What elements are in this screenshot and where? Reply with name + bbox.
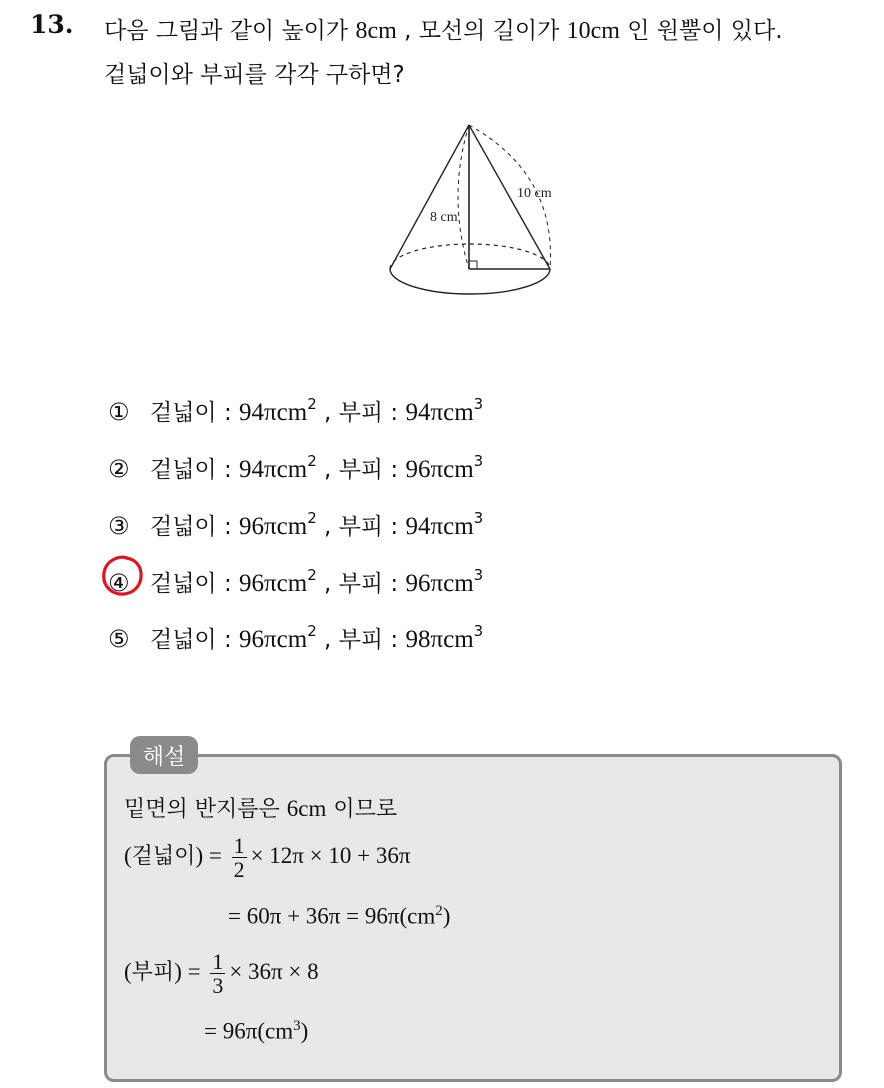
separator: , <box>316 514 339 540</box>
cone-base-back-edge <box>390 244 550 269</box>
fraction-one-half <box>232 834 247 881</box>
volume-result: = 96π(cm <box>204 1018 294 1044</box>
volume-value: 98πcm <box>405 626 474 653</box>
question-text-part: , 모선의 길이가 <box>396 18 567 44</box>
choice-number: ③ <box>108 512 130 540</box>
area-label: 겉넓이 : <box>150 400 240 426</box>
fraction-denominator: 2 <box>233 857 245 883</box>
question-text-line2: 겉넓이와 부피를 각각 구하면? <box>104 62 405 88</box>
volume-exponent: 3 <box>473 452 484 471</box>
volume-exponent: 3 <box>473 622 484 641</box>
solution-line-volume-result <box>204 1018 308 1045</box>
paren: ) <box>442 903 451 929</box>
area-result: = 60π + 36π = 96π(cm <box>228 903 436 929</box>
volume-label: 부피 : <box>338 514 406 540</box>
area-value: 96πcm <box>239 570 308 597</box>
cone-base-front-edge <box>390 269 550 294</box>
choice-number: ⑤ <box>108 625 130 653</box>
separator: , <box>316 627 339 653</box>
solution-tab: 해설 <box>130 736 198 774</box>
answer-circle-stroke <box>104 557 141 594</box>
volume-expression: × 36π × 8 <box>229 958 319 984</box>
volume-exponent: 3 <box>293 1018 301 1034</box>
choice-number: ① <box>108 398 130 426</box>
area-value: 94πcm <box>239 456 308 483</box>
paren-equals: ) = <box>174 958 207 984</box>
fraction-numerator: 1 <box>212 949 224 974</box>
choice-4[interactable] <box>108 565 483 598</box>
slant-label: 10 cm <box>517 186 552 201</box>
volume-label: 부피 : <box>338 571 406 597</box>
answer-circle-mark <box>100 553 146 599</box>
choice-number: ② <box>108 455 130 483</box>
height-value: 8cm <box>355 18 397 44</box>
paren: ( <box>124 842 132 868</box>
separator: , <box>316 457 339 483</box>
separator: , <box>316 400 339 426</box>
question-number: 13. <box>30 10 74 39</box>
solution-text: 이므로 <box>326 797 398 822</box>
cone-figure <box>385 118 570 300</box>
right-angle-mark <box>469 261 477 269</box>
area-label: 겉넓이 : <box>150 457 240 483</box>
area-exponent: 2 <box>307 509 317 528</box>
volume-value: 96πcm <box>405 570 474 597</box>
volume-label: 부피 : <box>338 627 406 653</box>
volume-label: 부피 : <box>338 457 406 483</box>
area-exponent: 2 <box>307 566 317 585</box>
volume-exponent: 3 <box>473 566 484 585</box>
volume-exponent: 3 <box>473 395 484 414</box>
question-text-part: 다음 그림과 같이 높이가 <box>104 18 356 44</box>
volume-value: 94πcm <box>405 513 474 540</box>
area-value: 96πcm <box>239 513 308 540</box>
cone-left-side <box>390 125 469 269</box>
separator: , <box>316 571 339 597</box>
height-label: 8 cm <box>430 210 458 225</box>
paren: ) <box>300 1018 309 1044</box>
area-exponent: 2 <box>435 903 443 919</box>
solution-line-area <box>124 834 410 881</box>
volume-label: 부피 : <box>338 400 406 426</box>
fraction-denominator: 3 <box>212 973 224 999</box>
solution-line-area-result <box>228 903 450 930</box>
area-value: 94πcm <box>239 399 308 426</box>
slant-value: 10cm <box>566 18 620 44</box>
area-label: 겉넓이 : <box>150 627 240 653</box>
solution-line-volume <box>124 950 319 997</box>
volume-value: 94πcm <box>405 399 474 426</box>
area-value: 96πcm <box>239 626 308 653</box>
fraction-one-third <box>210 950 225 997</box>
volume-exponent: 3 <box>473 509 484 528</box>
paren: ( <box>124 958 132 984</box>
height-brace-arc <box>458 125 469 269</box>
area-term: 겉넓이 <box>131 843 196 869</box>
volume-term: 부피 <box>131 959 175 985</box>
area-exponent: 2 <box>307 622 317 641</box>
solution-line-radius <box>124 792 397 823</box>
volume-value: 96πcm <box>405 456 474 483</box>
paren-equals: ) = <box>195 842 228 868</box>
choice-2[interactable] <box>108 451 483 484</box>
area-label: 겉넓이 : <box>150 514 240 540</box>
radius-value: 6cm <box>286 796 327 821</box>
choice-1[interactable] <box>108 394 483 427</box>
solution-text: 밑면의 반지름은 <box>124 797 287 822</box>
choice-5[interactable] <box>108 621 483 654</box>
area-label: 겉넓이 : <box>150 571 240 597</box>
area-exponent: 2 <box>307 395 317 414</box>
choice-number: ④ <box>108 569 130 597</box>
area-expression: × 12π × 10 + 36π <box>250 842 411 868</box>
question-text-part: 인 원뿔이 있다. <box>619 18 783 44</box>
choice-3[interactable] <box>108 508 483 541</box>
question-text-line1 <box>104 12 783 45</box>
area-exponent: 2 <box>307 452 317 471</box>
fraction-numerator: 1 <box>233 833 245 858</box>
